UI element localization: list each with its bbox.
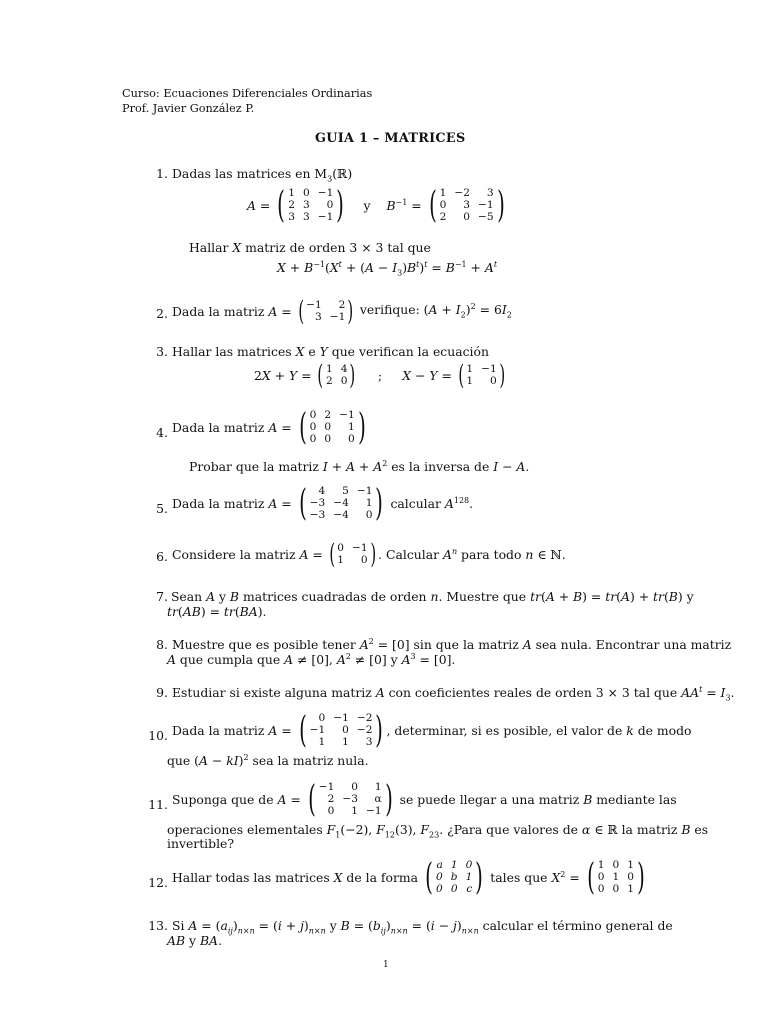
matrix-entry: −1	[351, 541, 368, 554]
matrix-entry: 1	[466, 374, 474, 387]
matrix-entry: −5	[478, 210, 494, 223]
problem-number: 4.	[156, 425, 168, 440]
matrix-A2: ( −1 2 3 −1 )	[297, 296, 354, 327]
matrix-entry: 2	[327, 793, 335, 806]
matrix-entry: 1	[450, 859, 458, 872]
problem-number: 6.	[156, 549, 168, 564]
matrix-entry: −1	[329, 310, 346, 323]
problem-number: 5.	[156, 501, 168, 516]
matrix-entry: 0	[327, 804, 335, 817]
matrix-entry: −1	[356, 485, 373, 498]
page-number: 1	[383, 960, 389, 970]
matrix-entry: 0	[309, 421, 317, 434]
matrix-entry: 1	[439, 187, 447, 200]
matrix-entry: 1	[612, 871, 620, 884]
matrix-entry: 0	[303, 187, 310, 200]
matrix-entry: 3	[314, 310, 322, 323]
matrix-entry: 4	[340, 362, 348, 375]
problem-text: que (A − kI)$^2$ sea la matriz nula.	[167, 753, 369, 769]
problem-number: 11.	[148, 797, 168, 812]
matrix-entry: 0	[324, 421, 332, 434]
matrix-entry: 1	[342, 735, 349, 748]
matrix-entry: 1	[466, 362, 474, 375]
matrix-entry: 1	[347, 421, 355, 434]
matrix-entry: −1	[309, 724, 326, 737]
problem-text: Dadas las matrices en $M_3(ℝ)$	[172, 166, 353, 184]
matrix-entry: 1	[325, 362, 333, 375]
matrix-entry: 1	[465, 871, 473, 884]
equation: 2X + Y = ( 1 4 2 0 ) ; X − Y = ( 1 −1 1 0 )	[254, 362, 507, 389]
problem-text: Estudiar si existe alguna matriz A con coeficientes reales de orden 3 × 3 tal que $AA^t = I_3$.	[172, 685, 735, 703]
problem-text: Sean A y B matrices cuadradas de orden n. Muestre que tr(A + B) = tr(A) + tr(B) y	[167, 589, 694, 604]
matrix-entry: 0	[597, 882, 605, 895]
matrix-entry: −1	[366, 804, 382, 817]
matrix-entry: −2	[454, 187, 471, 200]
matrix-entry: α	[374, 793, 382, 806]
problem-number: 8.	[156, 637, 168, 652]
matrix-entry: 3	[288, 210, 296, 223]
problem-number: 10.	[148, 728, 168, 743]
course-line: Curso: Ecuaciones Diferenciales Ordinarias	[122, 87, 373, 100]
matrix-entry: 3	[463, 199, 471, 212]
matrix-A5: ( 4 5 −1 −3 −4 1 −3 −4 0 )	[298, 483, 384, 524]
matrix-entry: 1	[351, 804, 358, 817]
matrix-entry: 4	[318, 485, 326, 498]
matrix-entry: 0	[324, 432, 332, 445]
matrix-entry: −1	[317, 210, 334, 223]
matrix-entry: a	[436, 859, 443, 872]
matrix-entry: 0	[309, 432, 317, 445]
matrix-entry: −2	[356, 712, 373, 725]
matrix-entry: 0	[612, 859, 620, 872]
problem-number: 13.	[148, 918, 168, 933]
matrix-entry: 0	[439, 199, 447, 212]
matrix-entry: 1	[288, 187, 296, 200]
matrix-entry: 2	[288, 199, 296, 212]
matrix-entry: 0	[627, 871, 634, 884]
problem-text: Dada la matriz A = ( 0 2 −1 0 0 1 0 0 0 )	[172, 410, 369, 446]
matrix-entry: 0	[597, 871, 605, 884]
matrix-entry: 0	[337, 541, 344, 554]
matrix-entry: −3	[309, 508, 326, 521]
matrix-entry: −1	[317, 187, 334, 200]
matrix-A11: ( −1 0 1 2 −3 α 0 1 −1 )	[307, 779, 393, 820]
matrix-entry: 3	[365, 735, 373, 748]
matrix-A: ( 1 0 −1 2 3 0 3 3 −1 )	[277, 185, 345, 226]
problem-text: AB y BA.	[167, 933, 222, 948]
matrix-entry: 1	[337, 553, 344, 566]
matrix-entry: 2	[338, 298, 346, 311]
matrix-entry: 3	[303, 210, 310, 223]
problem-number: 1.	[156, 166, 168, 181]
matrix-entry: −4	[333, 508, 349, 521]
matrix-entry: b	[450, 871, 458, 884]
matrix-entry: 0	[342, 724, 349, 737]
problem-text: Dada la matriz A = ( 4 5 −1 −3 −4 1 −3 −4 0 ) calcular $A^{128}$.	[172, 483, 474, 524]
matrix-entry: 3	[303, 199, 310, 212]
matrix-entry: −2	[356, 724, 373, 737]
matrix-entry: −1	[339, 409, 355, 422]
matrix-entry: 0	[436, 882, 443, 895]
matrix-Binv: ( 1 −2 3 0 3 −1 2 0 −5 )	[428, 185, 505, 226]
problem-number: 7.	[156, 589, 168, 604]
matrix-entry: 1	[627, 859, 634, 872]
problem-text: Si $A = (a_{ij})_{n\times n} = (i + j)_{n\times n}$ y $B = (b_{ij})_{n\times n} = (i - j)_{n\times n}$ calcular el término general de	[172, 918, 673, 936]
problem-text: Considere la matriz A = ( 0 −1 1 0 ) . Calcular $A^n$ para todo n ∈ ℕ.	[172, 539, 566, 570]
matrix-entry: 2	[325, 374, 333, 387]
problem-text: tr(AB) = tr(BA).	[167, 604, 267, 619]
problem-text: operaciones elementales $F_1(-2)$, $F_{12}(3)$, $F_{23}$. ¿Para que valores de α ∈ ℝ la matriz B es	[167, 822, 709, 840]
matrix-entry: 0	[340, 374, 348, 387]
matrix-entry: 0	[612, 882, 620, 895]
matrix-entry: 1	[365, 497, 373, 510]
matrix-entry: −1	[478, 199, 494, 212]
matrix-entry: 0	[463, 210, 471, 223]
matrix-entry: −1	[318, 781, 335, 794]
matrix-entry: 2	[439, 210, 447, 223]
matrix-entry: 0	[450, 882, 458, 895]
matrix-entry: −3	[342, 793, 358, 806]
problem-text: Hallar las matrices X e Y que verifican la ecuación	[172, 344, 489, 359]
matrix-entry: 0	[489, 374, 497, 387]
matrix-entry: 1	[627, 882, 634, 895]
problem-number: 9.	[156, 685, 168, 700]
problem-number: 2.	[156, 306, 168, 321]
matrix-equation-1: A = ( 1 0 −1 2 3 0 3 3 −1 ) y $B^{-1}$ = ( 1 −2 3 0 3 −1 2 0 −5 )	[247, 188, 508, 224]
matrix-entry: 0	[326, 199, 334, 212]
matrix-entry: −1	[333, 712, 349, 725]
professor-line: Prof. Javier González P.	[122, 102, 255, 115]
problem-text: Dada la matriz A = ( −1 2 3 −1 ) verifique: $(A + I_2)^2 = 6I_2$	[172, 296, 512, 327]
problem-text: invertible?	[167, 836, 235, 851]
matrix-entry: 0	[309, 409, 317, 422]
matrix-entry: 1	[374, 781, 382, 794]
matrix-entry: −1	[306, 298, 322, 311]
matrix-entry: −3	[309, 497, 326, 510]
problem-text: Hallar todas las matrices X de la forma ( a 1 0 0 b 1 0 0 c ) tales que $X^2$ = ( 1 0 1 0 1 0 0 0 1 )	[172, 860, 648, 896]
problem-text: A que cumpla que A ≠ [0], $A^2 \ne [0]$ y $A^3 = [0]$.	[167, 652, 456, 668]
matrix-A10: ( 0 −1 −2 −1 0 −2 1 1 3 )	[298, 710, 384, 751]
matrix-entry: 0	[360, 553, 368, 566]
equation: $X + B^{-1}(X^t + (A - I_3)B^t)^t = B^{-1} + A^t$	[277, 260, 498, 278]
matrix-entry: 0	[465, 859, 473, 872]
matrix-entry: 0	[436, 871, 443, 884]
matrix-entry: 5	[342, 485, 349, 498]
matrix-entry: 3	[486, 187, 494, 200]
matrix-3b: ( 1 −1 1 0 )	[458, 360, 505, 391]
matrix-X2: ( 1 0 1 0 1 0 0 0 1 )	[586, 857, 645, 898]
matrix-entry: 2	[324, 409, 332, 422]
matrix-entry: −4	[333, 497, 349, 510]
problem-number: 12.	[148, 875, 168, 890]
matrix-entry: 1	[318, 735, 326, 748]
matrix-A4: ( 0 2 −1 0 0 1 0 0 0 )	[298, 407, 366, 448]
matrix-X12: ( a 1 0 0 b 1 0 0 c )	[425, 857, 484, 898]
matrix-entry: −1	[481, 362, 497, 375]
matrix-entry: 1	[597, 859, 605, 872]
matrix-entry: c	[466, 882, 473, 895]
problem-text: Suponga que de A = ( −1 0 1 2 −3 α 0 1 −1 ) se puede llegar a una matriz B mediante las	[172, 779, 677, 820]
problem-text: Hallar X matriz de orden 3 × 3 tal que	[189, 240, 431, 255]
problem-text: Dada la matriz A = ( 0 −1 −2 −1 0 −2 1 1 3 ) , determinar, si es posible, el valor de k de modo	[172, 710, 692, 751]
problem-text: Muestre que es posible tener $A^2 = [0]$ sin que la matriz A sea nula. Encontrar una matriz	[172, 637, 732, 653]
matrix-entry: 0	[365, 508, 373, 521]
problem-number: 3.	[156, 344, 168, 359]
matrix-entry: 0	[318, 712, 326, 725]
page-title: GUIA 1 – MATRICES	[315, 131, 466, 146]
problem-text: Probar que la matriz $I + A + A^2$ es la inversa de I − A.	[189, 459, 530, 475]
matrix-A6: ( 0 −1 1 0 )	[329, 539, 376, 570]
matrix-3a: ( 1 4 2 0 )	[317, 360, 356, 391]
matrix-entry: 0	[347, 432, 355, 445]
matrix-entry: 0	[351, 781, 358, 794]
